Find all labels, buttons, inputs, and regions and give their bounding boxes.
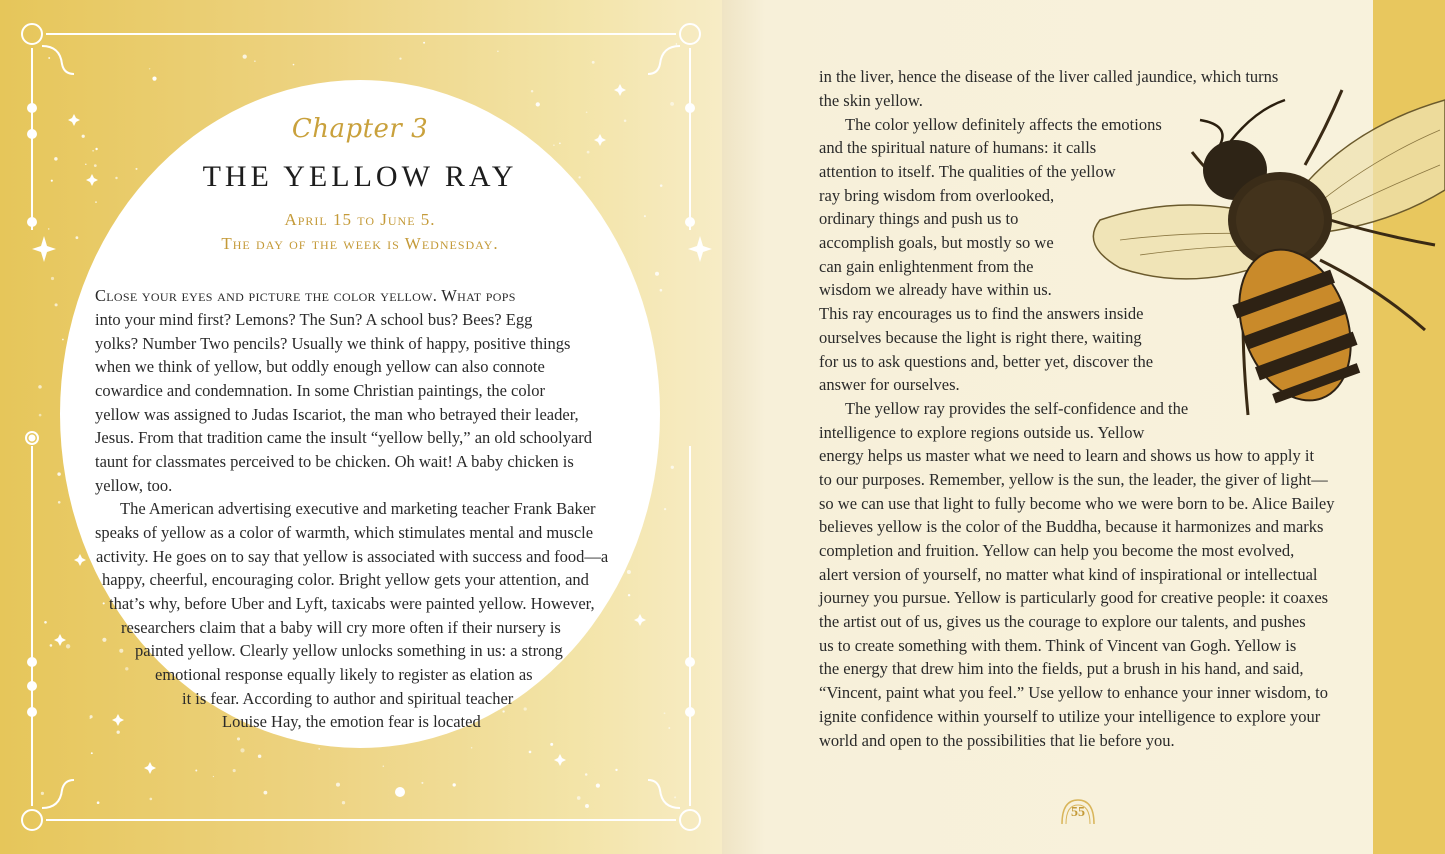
body-line: alert version of yourself, no matter what kind of inspirational or intellectual [819, 565, 1318, 584]
body-line: ray bring wisdom from overlooked, [819, 186, 1055, 205]
body-line: to our purposes. Remember, yellow is the sun, the leader, the giver of light— [819, 470, 1328, 489]
chapter-label: Chapter 3 [291, 114, 429, 144]
body-line: taunt for classmates perceived to be chicken. Oh wait! A baby chicken is [95, 452, 574, 471]
body-line: for us to ask questions and, better yet, discover the [819, 352, 1154, 371]
body-line: ourselves because the light is right there, waiting [819, 328, 1142, 347]
body-line: ordinary things and push us to [819, 209, 1019, 228]
body-line: answer for ourselves. [819, 375, 960, 394]
date-range: April 15 to June 5. [284, 210, 436, 229]
body-line: it is fear. According to author and spiritual teacher [182, 689, 514, 708]
body-line: wisdom we already have within us. [819, 280, 1052, 299]
body-line: researchers claim that a baby will cry more often if their nursery is [121, 618, 561, 637]
body-line: ignite confidence within yourself to utilize your intelligence to explore your [819, 707, 1321, 726]
chapter-title: THE YELLOW RAY [202, 160, 518, 193]
body-line: The color yellow definitely affects the emotions [845, 115, 1162, 134]
body-line: and the spiritual nature of humans: it calls [819, 138, 1097, 157]
body-line: the artist out of us, gives us the courage to explore our talents, and pushes [819, 612, 1306, 631]
body-line: that’s why, before Uber and Lyft, taxicabs were painted yellow. However, [109, 594, 595, 613]
body-line: Louise Hay, the emotion fear is located [222, 712, 481, 731]
body-line: The American advertising executive and marketing teacher Frank Baker [120, 499, 596, 518]
body-line: emotional response equally likely to register as elation as [155, 665, 533, 684]
body-line: “Vincent, paint what you feel.” Use yellow to enhance your inner wisdom, to [819, 683, 1328, 702]
body-line: energy helps us master what we need to learn and shows us how to apply it [819, 446, 1315, 465]
body-line: journey you pursue. Yellow is particularly good for creative people: it coaxes [819, 588, 1329, 607]
body-line: believes yellow is the color of the Buddha, because it harmonizes and marks [819, 517, 1324, 536]
body-line: so we can use that light to fully become who we were born to be. Alice Bailey [819, 494, 1335, 513]
body-line: us to create something with them. Think of Vincent van Gogh. Yellow is [819, 636, 1297, 655]
body-line: Close your eyes and picture the color yellow. What pops [95, 286, 516, 305]
body-line: when we think of yellow, but oddly enough yellow can also connote [95, 357, 545, 376]
left-page [0, 0, 722, 854]
body-line: Jesus. From that tradition came the insult “yellow belly,” an old schoolyard [95, 428, 593, 447]
body-line: into your mind first? Lemons? The Sun? A school bus? Bees? Egg [95, 310, 533, 329]
body-line: accomplish goals, but mostly so we [819, 233, 1054, 252]
body-line: painted yellow. Clearly yellow unlocks something in us: a strong [135, 641, 563, 660]
body-line: yellow was assigned to Judas Iscariot, the man who betrayed their leader, [95, 405, 579, 424]
body-line: This ray encourages us to find the answers inside [819, 304, 1144, 323]
body-line: speaks of yellow as a color of warmth, which stimulates mental and muscle [95, 523, 594, 542]
body-line: attention to itself. The qualities of the yellow [819, 162, 1116, 181]
body-line: The yellow ray provides the self-confidence and the [845, 399, 1189, 418]
body-line: activity. He goes on to say that yellow is associated with success and food—a [96, 547, 609, 566]
body-line: can gain enlightenment from the [819, 257, 1034, 276]
body-line: completion and fruition. Yellow can help you become the most evolved, [819, 541, 1295, 560]
body-line: intelligence to explore regions outside us. Yellow [819, 423, 1145, 442]
body-line: world and open to the possibilities that lie before you. [819, 731, 1175, 750]
body-line: happy, cheerful, encouraging color. Bright yellow gets your attention, and [102, 570, 589, 589]
body-line: in the liver, hence the disease of the liver called jaundice, which turns [819, 67, 1279, 86]
body-line: the energy that drew him into the fields, put a brush in his hand, and said, [819, 659, 1304, 678]
day-of-week: The day of the week is Wednesday. [221, 234, 499, 253]
page-number: 55 [1071, 805, 1085, 820]
body-line: yolks? Number Two pencils? Usually we think of happy, positive things [95, 334, 571, 353]
body-line: cowardice and condemnation. In some Christian paintings, the color [95, 381, 545, 400]
body-line: yellow, too. [95, 476, 173, 495]
body-line: the skin yellow. [819, 91, 923, 110]
